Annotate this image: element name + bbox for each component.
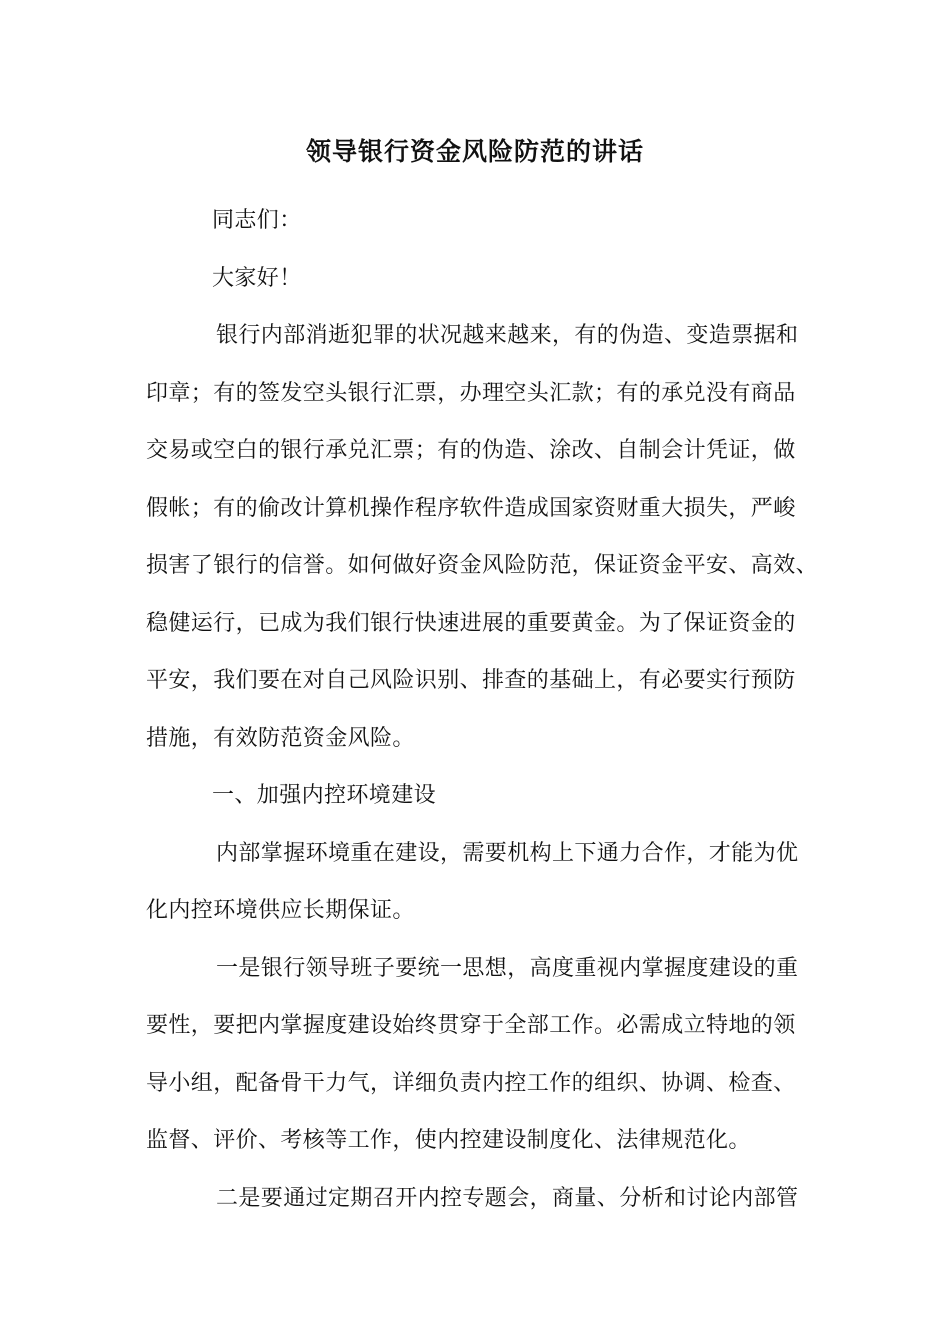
paragraph-line: 二是要通过定期召开内控专题会，商量、分析和讨论内部管 [216, 1185, 799, 1211]
paragraph-line: 交易或空白的银行承兑汇票；有的伪造、涂改、自制会计凭证，做 [146, 438, 796, 463]
paragraph-line: 稳健运行，已成为我们银行快速进展的重要黄金。为了保证资金的 [146, 610, 796, 636]
document-body [146, 201, 826, 1236]
paragraph-line: 监督、评价、考核等工作，使内控建设制度化、法律规范化。 [146, 1128, 751, 1153]
paragraph-line: 印章；有的签发空头银行汇票，办理空头汇款；有的承兑没有商品 [146, 380, 796, 406]
paragraph-line: 内部掌握环境重在建设，需要机构上下通力合作，才能为优 [216, 840, 799, 866]
paragraph-line: 要性，要把内掌握度建设始终贯穿于全部工作。必需成立特地的领 [146, 1013, 796, 1038]
paragraph-line: 一是银行领导班子要统一思想，高度重视内掌握度建设的重 [216, 955, 799, 981]
paragraph-line: 导小组，配备骨干力气，详细负责内控工作的组织、协调、检查、 [146, 1070, 796, 1096]
paragraph-line: 平安，我们要在对自己风险识别、排查的基础上，有必要实行预防 [146, 668, 796, 693]
paragraph-line: 假帐；有的偷改计算机操作程序软件造成国家资财重大损失，严峻 [146, 495, 796, 521]
document-title: 领导银行资金风险防范的讲话 [305, 137, 644, 166]
paragraph-line: 损害了银行的信誉。如何做好资金风险防范，保证资金平安、高效、 [146, 553, 819, 578]
salutation-line: 同志们： [212, 208, 302, 233]
greeting-line: 大家好！ [212, 265, 302, 291]
paragraph-line: 银行内部消逝犯罪的状况越来越来，有的伪造、变造票据和 [216, 323, 799, 348]
paragraph-line: 措施，有效防范资金风险。 [146, 725, 415, 751]
section-heading: 一、加强内控环境建设 [212, 783, 437, 808]
paragraph-line: 化内控环境供应长期保证。 [146, 898, 415, 923]
